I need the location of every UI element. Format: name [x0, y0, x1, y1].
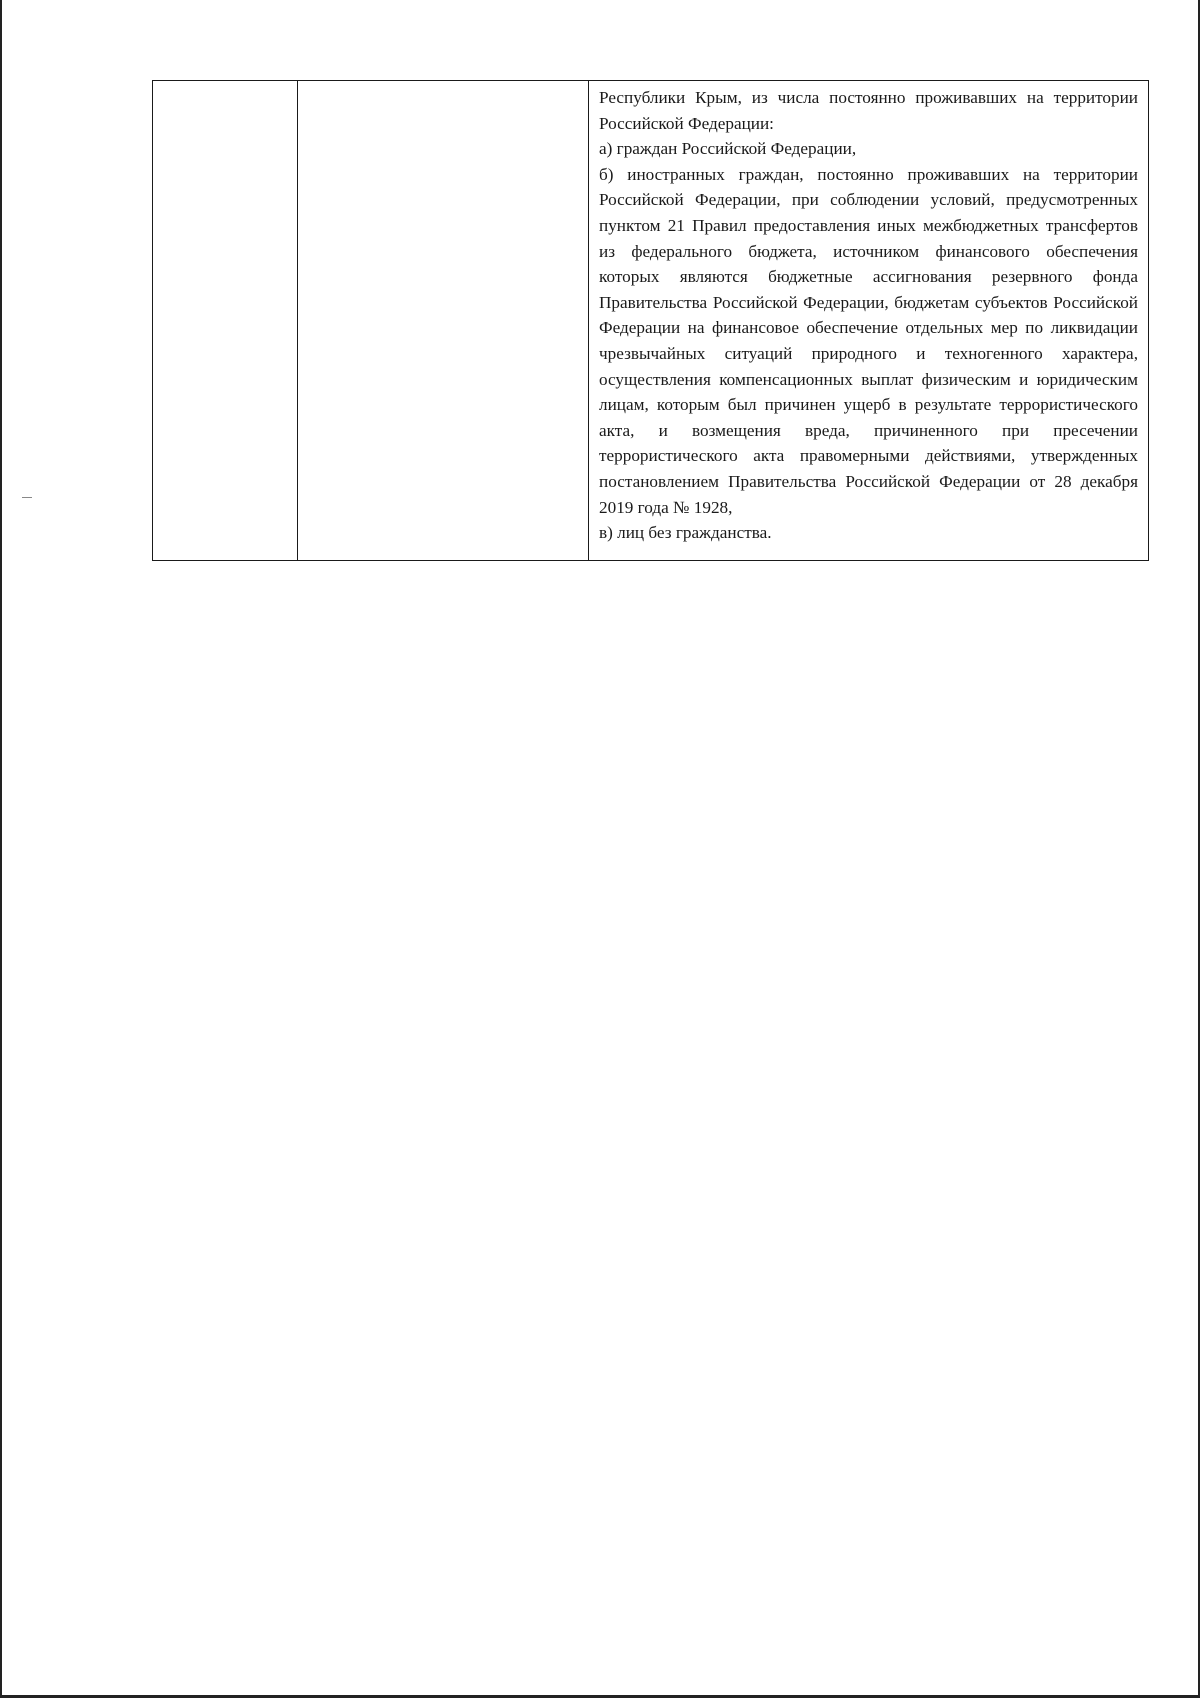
scan-edge-left: [0, 0, 2, 1698]
paragraph-lead: Республики Крым, из числа постоянно проживавших на территории Российской Федерации:: [599, 88, 1138, 133]
table-cell-col1: [153, 81, 298, 561]
paragraph-item-b: б) иностранных граждан, постоянно проживавших на территории Российской Федерации, при соблюдении условий, предусмотренных пунктом 21 Правил предоставления иных межбюджетных трансфертов из федерального бюджета, источником финансового обеспечения которых являются бюджетные ассигнования резервного фонда Правительства Российской Федерации, бюджетам субъектов Российской Федерации на финансовое обеспечение отдельных мер по ликвидации чрезвычайных ситуаций природного и техногенного характера, осуществления компенсационных выплат физическим и юридическим лицам, которым был причинен ущерб в результате террористического акта, и возмещения вреда, причиненного при пресечении террористического акта правомерными действиями, утвержденных постановлением Правительства Российской Федерации от 28 декабря 2019 года № 1928,: [599, 164, 1138, 517]
col3-content: [589, 81, 1148, 560]
paragraph-item-c: в) лиц без гражданства.: [599, 523, 772, 543]
table-cell-col3: [589, 81, 1149, 561]
document-table: [152, 80, 1149, 561]
table-cell-col2: [298, 81, 589, 561]
paragraph-item-a: а) граждан Российской Федерации,: [599, 139, 857, 159]
margin-mark: [22, 497, 32, 498]
table-row: [153, 81, 1149, 561]
